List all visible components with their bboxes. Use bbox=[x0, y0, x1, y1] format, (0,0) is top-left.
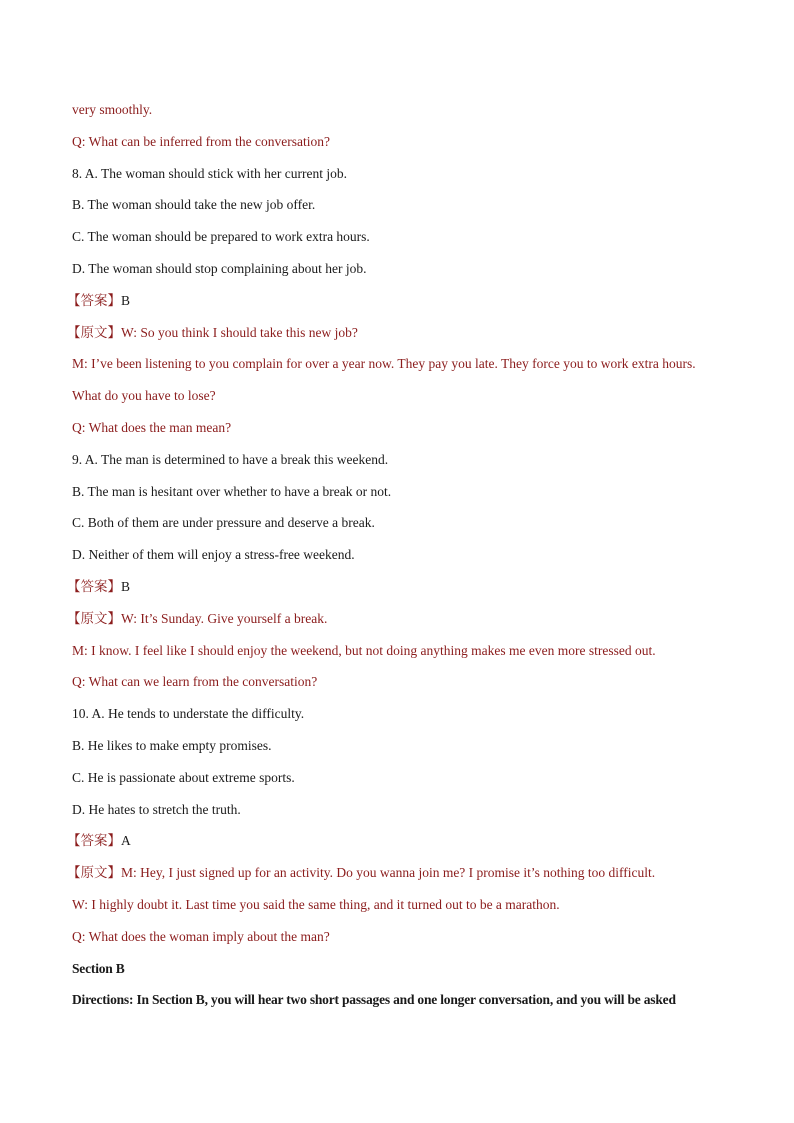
script-text: W: So you think I should take this new job? bbox=[121, 324, 358, 340]
answer-value: A bbox=[121, 833, 131, 849]
q10-option-a: 10. A. He tends to understate the difficulty. bbox=[72, 706, 305, 722]
document-page bbox=[67, 98, 732, 1020]
q10-script-line-1 bbox=[67, 861, 732, 893]
script-text: M: Hey, I just signed up for an activity. Do you wanna join me? I promise it’s nothing too difficult. bbox=[121, 865, 656, 881]
script-text: W: It’s Sunday. Give yourself a break. bbox=[121, 610, 328, 626]
q9-option-a: 9. A. The man is determined to have a break this weekend. bbox=[72, 451, 389, 467]
q9-option-c: C. Both of them are under pressure and deserve a break. bbox=[72, 515, 375, 531]
script-tag: 【原文】 bbox=[67, 865, 121, 881]
answer-value: B bbox=[121, 292, 131, 308]
q10-option-c: C. He is passionate about extreme sports. bbox=[72, 769, 295, 785]
q9-script-line-1 bbox=[67, 607, 732, 639]
q8-answer bbox=[67, 289, 732, 321]
section-b-title: Section B bbox=[72, 960, 125, 976]
q8-option-d: D. The woman should stop complaining about her job. bbox=[72, 260, 367, 276]
answer-tag: 【答案】 bbox=[67, 833, 121, 849]
q9-question: Q: What can we learn from the conversation? bbox=[72, 674, 318, 690]
section-b-directions: Directions: In Section B, you will hear two short passages and one longer conversation, and you will be asked bbox=[72, 992, 676, 1008]
q7-script-tail: very smoothly. bbox=[72, 102, 153, 117]
q10-script-line-2: W: I highly doubt it. Last time you said the same thing, and it turned out to be a marathon. bbox=[72, 896, 560, 912]
q9-option-d: D. Neither of them will enjoy a stress-free weekend. bbox=[72, 547, 355, 563]
q10-option-d: D. He hates to stretch the truth. bbox=[72, 801, 241, 817]
q8-question: Q: What does the man mean? bbox=[72, 419, 232, 435]
q9-answer bbox=[67, 575, 732, 607]
q9-option-b: B. The man is hesitant over whether to have a break or not. bbox=[72, 483, 392, 499]
q10-question: Q: What does the woman imply about the man? bbox=[72, 928, 330, 944]
answer-tag: 【答案】 bbox=[67, 292, 121, 308]
q9-script-line-2: M: I know. I feel like I should enjoy the weekend, but not doing anything makes me even more stressed out. bbox=[72, 642, 656, 658]
q8-script-line-2: M: I’ve been listening to you complain for over a year now. They pay you late. They force you to work extra hours. bbox=[72, 356, 696, 372]
q8-script-line-3: What do you have to lose? bbox=[72, 388, 216, 404]
q8-option-c: C. The woman should be prepared to work extra hours. bbox=[72, 229, 370, 245]
q10-option-b: B. He likes to make empty promises. bbox=[72, 737, 272, 753]
answer-tag: 【答案】 bbox=[67, 578, 121, 594]
q8-option-a: 8. A. The woman should stick with her current job. bbox=[72, 165, 347, 181]
q10-answer bbox=[67, 829, 732, 861]
answer-value: B bbox=[121, 578, 131, 594]
q8-script-line-1 bbox=[67, 321, 732, 353]
q8-option-b: B. The woman should take the new job offer. bbox=[72, 197, 316, 213]
script-tag: 【原文】 bbox=[67, 324, 121, 340]
script-tag: 【原文】 bbox=[67, 610, 121, 626]
q7-question: Q: What can be inferred from the conversation? bbox=[72, 133, 331, 149]
